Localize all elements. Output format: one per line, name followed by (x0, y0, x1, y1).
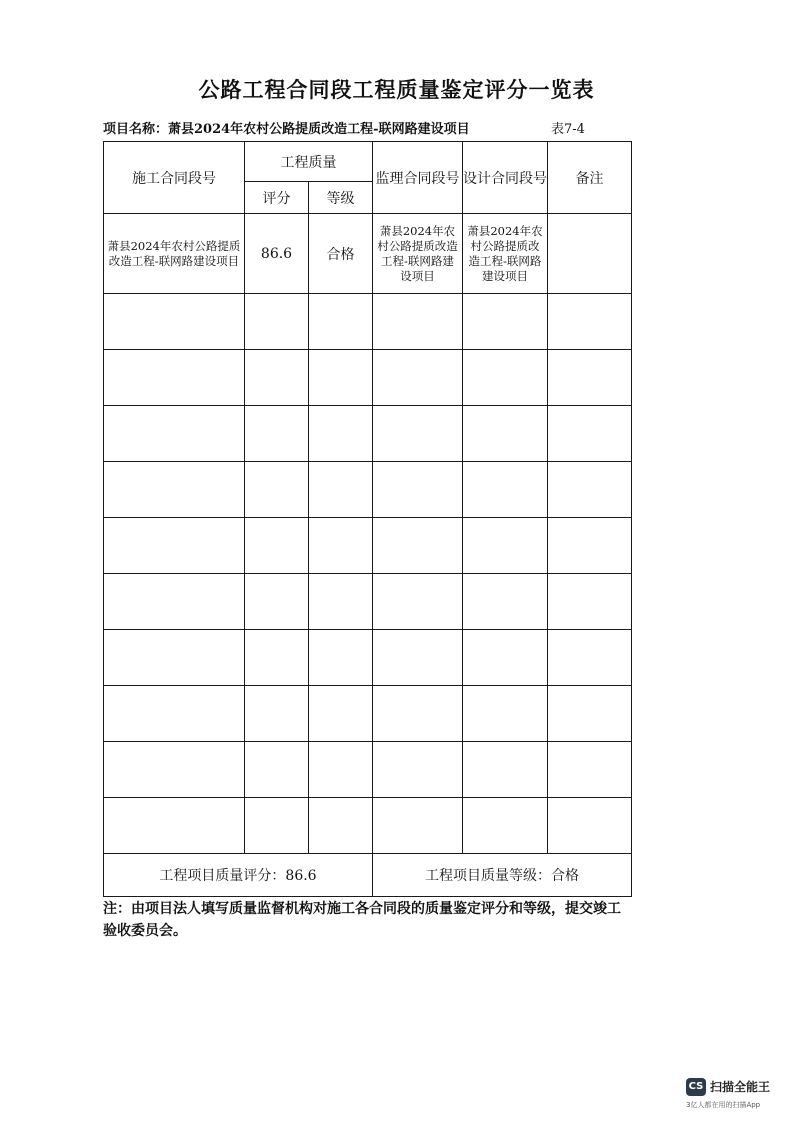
empty-cell (373, 686, 463, 742)
quality-score-table (103, 141, 632, 897)
scanner-watermark (686, 1078, 786, 1114)
empty-cell (309, 518, 373, 574)
empty-cell (548, 518, 632, 574)
empty-cell (309, 742, 373, 798)
empty-cell (373, 462, 463, 518)
table-footer-row (104, 854, 632, 897)
empty-cell (548, 798, 632, 854)
header-quality: 工程质量 (245, 142, 373, 182)
table-row (104, 686, 632, 742)
empty-cell (104, 630, 245, 686)
empty-cell (245, 294, 309, 350)
cell-supervision-section: 萧县2024年农村公路提质改造工程-联网路建设项目 (373, 214, 463, 294)
watermark-tagline: 3亿人都在用的扫描App (686, 1101, 761, 1109)
empty-cell (373, 406, 463, 462)
table-number: 表7-4 (551, 122, 585, 137)
empty-cell (373, 294, 463, 350)
project-name: 项目名称：萧县2024年农村公路提质改造工程-联网路建设项目 (103, 122, 470, 137)
empty-cell (548, 686, 632, 742)
empty-cell (373, 630, 463, 686)
empty-cell (104, 350, 245, 406)
project-quality-grade: 工程项目质量等级：合格 (373, 854, 632, 897)
empty-cell (104, 574, 245, 630)
watermark-name: 扫描全能王 (710, 1080, 771, 1094)
table-row (104, 406, 632, 462)
empty-cell (245, 350, 309, 406)
empty-cell (373, 350, 463, 406)
empty-cell (104, 406, 245, 462)
empty-cell (373, 574, 463, 630)
project-quality-score: 工程项目质量评分：86.6 (104, 854, 373, 897)
empty-cell (373, 798, 463, 854)
empty-cell (463, 406, 548, 462)
table-row (104, 630, 632, 686)
empty-cell (104, 462, 245, 518)
empty-cell (463, 294, 548, 350)
empty-cell (463, 798, 548, 854)
cell-design-section: 萧县2024年农村公路提质改造工程-联网路建设项目 (463, 214, 548, 294)
empty-cell (104, 686, 245, 742)
empty-cell (309, 630, 373, 686)
empty-cell (245, 462, 309, 518)
empty-cell (463, 350, 548, 406)
header-grade: 等级 (309, 182, 373, 214)
cell-score: 86.6 (245, 214, 309, 294)
cell-grade: 合格 (309, 214, 373, 294)
empty-cell (463, 462, 548, 518)
header-contract-section: 施工合同段号 (104, 142, 245, 214)
table-row (104, 574, 632, 630)
cs-logo-icon: CS (686, 1078, 706, 1096)
header-design-section: 设计合同段号 (463, 142, 548, 214)
table-row (104, 214, 632, 294)
empty-cell (245, 798, 309, 854)
empty-cell (309, 406, 373, 462)
empty-cell (309, 686, 373, 742)
empty-cell (245, 406, 309, 462)
table-row (104, 798, 632, 854)
empty-cell (373, 518, 463, 574)
empty-cell (373, 742, 463, 798)
empty-cell (463, 518, 548, 574)
header-score: 评分 (245, 182, 309, 214)
empty-cell (245, 518, 309, 574)
empty-cell (463, 574, 548, 630)
empty-cell (463, 630, 548, 686)
empty-cell (463, 686, 548, 742)
table-row (104, 518, 632, 574)
empty-cell (548, 742, 632, 798)
empty-cell (104, 742, 245, 798)
empty-cell (548, 574, 632, 630)
empty-cell (104, 518, 245, 574)
table-row (104, 742, 632, 798)
footnote: 注：由项目法人填写质量监督机构对施工各合同段的质量鉴定评分和等级，提交竣工验收委员会。 (103, 901, 621, 939)
empty-cell (245, 574, 309, 630)
header-supervision-section: 监理合同段号 (373, 142, 463, 214)
table-row (104, 294, 632, 350)
empty-cell (104, 798, 245, 854)
empty-cell (245, 630, 309, 686)
table-row (104, 462, 632, 518)
empty-cell (548, 294, 632, 350)
empty-cell (309, 462, 373, 518)
empty-cell (245, 686, 309, 742)
empty-cell (309, 574, 373, 630)
cell-remarks (548, 214, 632, 294)
document-title: 公路工程合同段工程质量鉴定评分一览表 (198, 77, 595, 102)
empty-cell (309, 798, 373, 854)
empty-cell (548, 406, 632, 462)
header-remarks: 备注 (548, 142, 632, 214)
cell-contract-section: 萧县2024年农村公路提质改造工程-联网路建设项目 (104, 214, 245, 294)
empty-cell (463, 742, 548, 798)
empty-cell (309, 350, 373, 406)
empty-cell (548, 350, 632, 406)
empty-cell (548, 462, 632, 518)
table-row (104, 350, 632, 406)
empty-cell (245, 742, 309, 798)
empty-cell (548, 630, 632, 686)
empty-cell (309, 294, 373, 350)
empty-cell (104, 294, 245, 350)
